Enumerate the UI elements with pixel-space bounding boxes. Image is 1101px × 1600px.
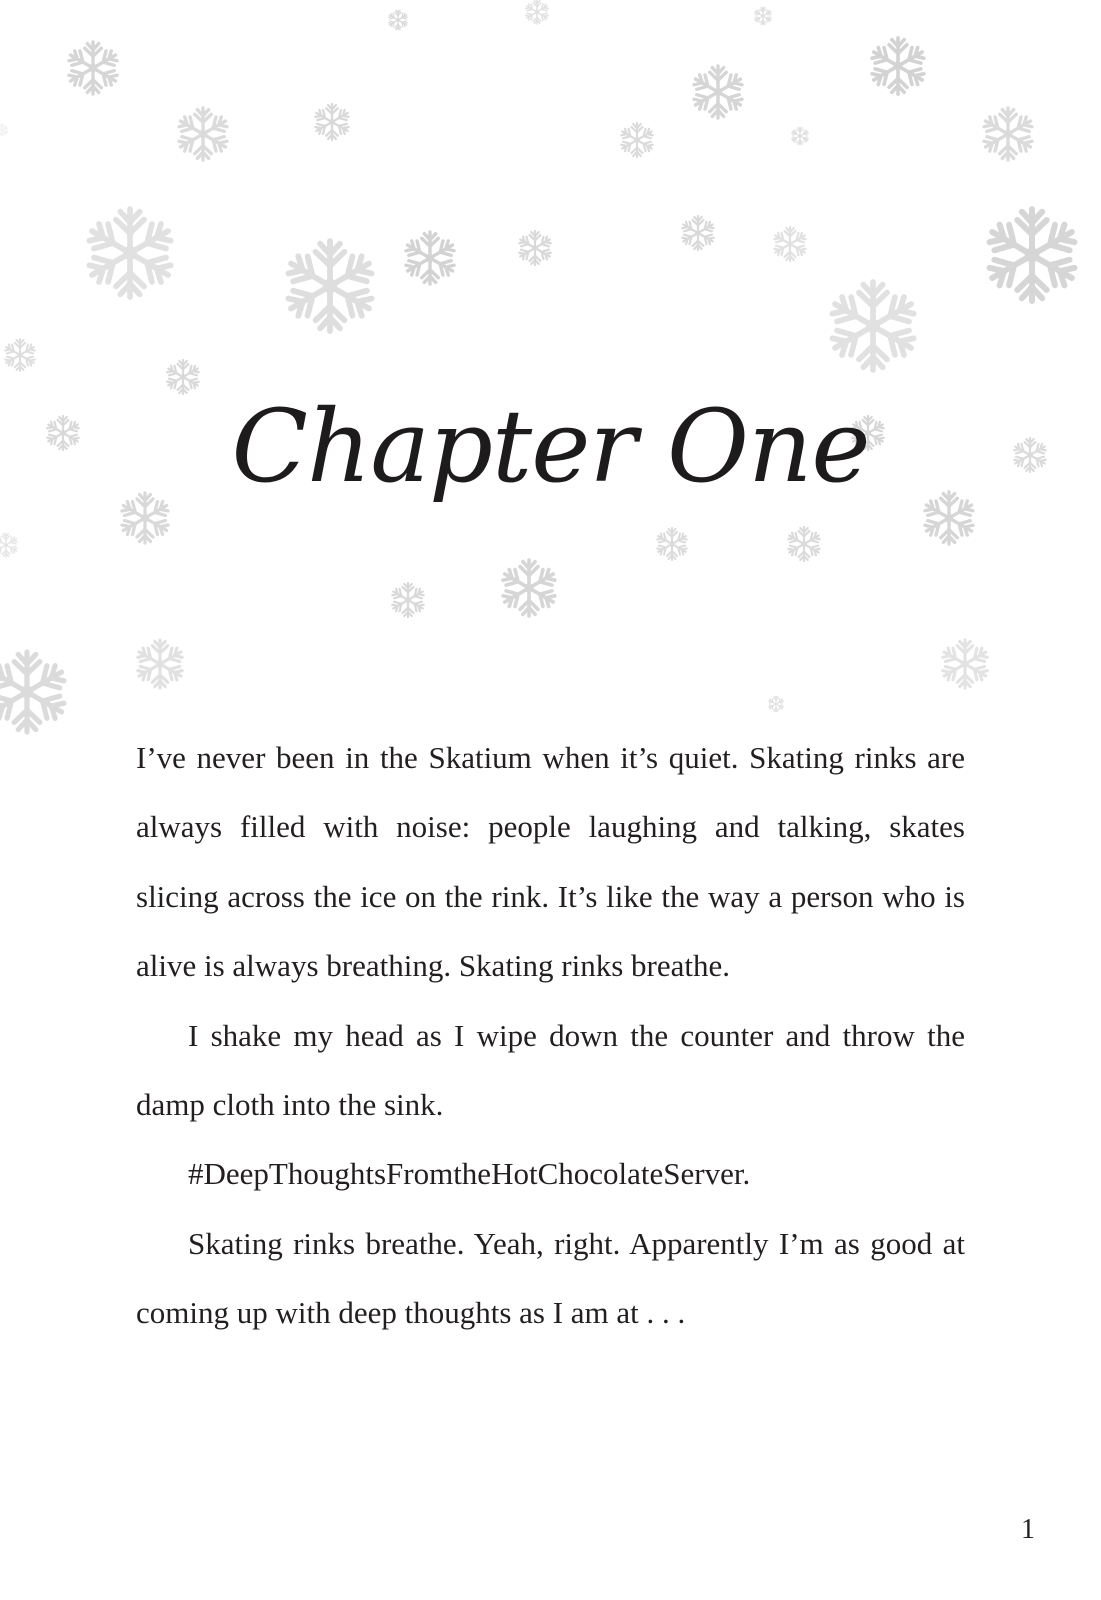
snowflake-icon xyxy=(940,640,989,688)
snowflake-icon xyxy=(176,108,229,160)
snowflake-icon xyxy=(0,652,68,732)
snowflake-icon xyxy=(828,282,918,370)
snowflake-icon xyxy=(981,108,1034,160)
snowflake-icon xyxy=(314,104,351,140)
snowflake-icon xyxy=(66,42,119,94)
paragraph: Skating rinks breathe. Yeah, right. Apparently I’m as good at coming up with deep thoughts as I am at . . . xyxy=(136,1225,965,1331)
snowflake-icon xyxy=(403,232,456,284)
paragraph: I shake my head as I wipe down the counter and throw the damp cloth into the sink. xyxy=(136,1017,965,1123)
snowflake-icon xyxy=(4,339,37,371)
chapter-title: Chapter One xyxy=(231,388,870,505)
snowflake-icon xyxy=(135,640,184,688)
snowflake-icon xyxy=(985,209,1079,301)
snowflake-icon xyxy=(681,216,716,250)
snowflake-icon xyxy=(85,209,175,297)
snowflake-icon xyxy=(500,560,557,616)
snowflake-icon xyxy=(518,231,553,265)
snowflake-icon xyxy=(388,10,409,30)
snowflake-icon xyxy=(620,123,655,157)
snowflake-icon xyxy=(0,533,18,557)
paragraph: I’ve never been in the Skatium when it’s quiet. Skating rinks are always filled with noise: people laughing and talking, skates slicing across the ice on the rink. It’s like the way a person who is alive is always breathing. Skating rinks breathe. xyxy=(136,740,965,984)
snowflake-icon xyxy=(525,0,550,24)
snowflake-icon xyxy=(391,583,426,617)
snowflake-icon xyxy=(284,241,376,331)
snowflake-icon xyxy=(0,124,8,136)
snowflake-icon xyxy=(791,127,809,145)
snowflake-icon xyxy=(691,66,744,118)
snowflake-icon xyxy=(656,528,689,560)
snowflake-icon xyxy=(787,527,822,561)
snowflake-icon xyxy=(754,7,772,25)
page-number: 1 xyxy=(1021,1514,1035,1545)
snowflake-icon xyxy=(768,696,784,712)
paragraph: #DeepThoughtsFromtheHotChocolateServer. xyxy=(188,1156,751,1192)
snowflake-icon xyxy=(773,227,808,261)
chapter-body xyxy=(136,723,965,1348)
snowflake-icon xyxy=(869,38,926,94)
